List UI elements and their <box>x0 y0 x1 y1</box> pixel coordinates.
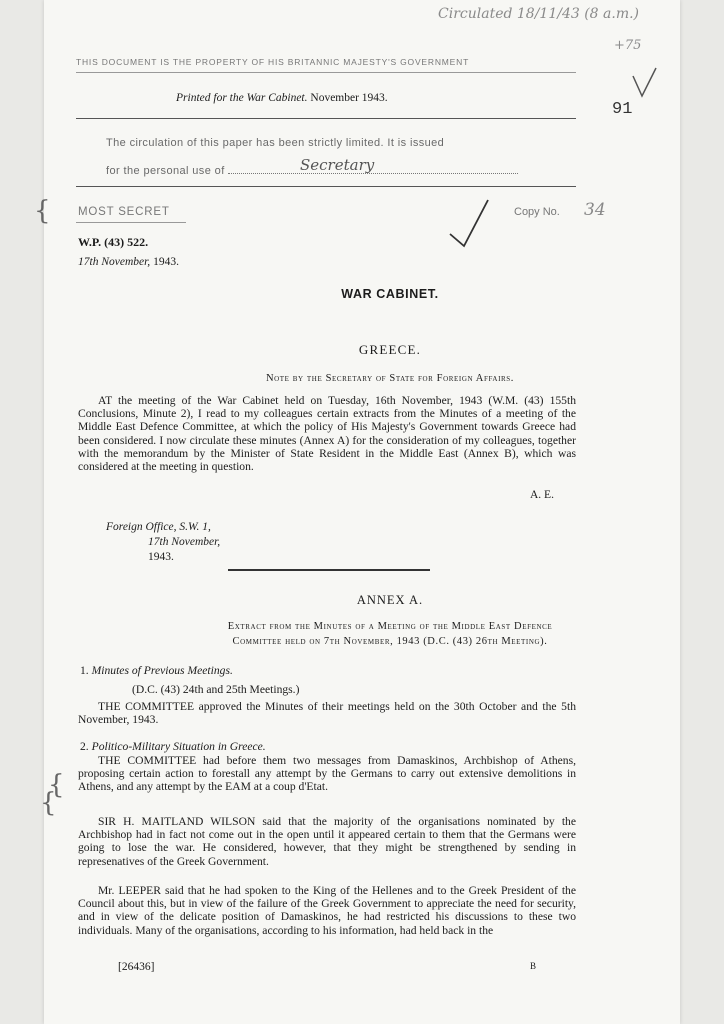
circulation-note-line2: for the personal use of <box>106 163 518 177</box>
footer-reference-number: [26436] <box>118 961 155 973</box>
annex-heading: ANNEX A. <box>356 593 424 607</box>
margin-bracket-mark-2: { <box>48 770 65 800</box>
intro-paragraph: AT the meeting of the War Cabinet held on Tuesday, 16th November, 1943 (W.M. (43) 155th Conclusions, Minute 2), I read to my colleagues certain extracts from the Minutes of a meeting of the Middle East Defence Committee, at which the policy of His Majesty's Government towards Greece had been considered. I now circulate these minutes (Annex A) for the consideration of my colleagues, together with the memorandum by the Minister of State Resident in the Middle East (Annex B), which was considered at the meeting in question. <box>78 394 576 474</box>
section-1-heading: 1. Minutes of Previous Meetings. <box>80 664 233 677</box>
note-by-heading: Note by the Secretary of State for Foreign Affairs. <box>265 373 515 384</box>
section-1-subheading: (D.C. (43) 24th and 25th Meetings.) <box>132 683 300 696</box>
margin-bracket-mark-3: { <box>40 788 57 818</box>
tick-mark-icon <box>448 196 492 252</box>
copy-number-value: 34 <box>584 200 606 220</box>
printed-rule <box>76 118 576 119</box>
circulation-note-line1: The circulation of this paper has been strictly limited. It is issued <box>106 137 445 149</box>
most-secret-underline <box>76 222 186 223</box>
section-1-paragraph: THE COMMITTEE approved the Minutes of their meetings held on the 30th October and the 5th November, 1943. <box>78 700 576 727</box>
section-2-paragraph-3: Mr. LEEPER said that he had spoken to the King of the Hellenes and to the Greek President of the Council about this, but in view of the failure of the Greek Government to appreciate the need for security, and in view of the delicate position of Damaskinos, he had restricted his discussions to these two individuals. Many of the organisations, according to his information, had held back in the <box>78 884 576 937</box>
personal-use-signature: Secretary <box>300 156 375 174</box>
foreign-office-address: Foreign Office, S.W. 1, 17th November, 1943. <box>106 521 221 563</box>
document-page <box>44 0 680 1024</box>
document-date: 17th November, 1943. <box>78 256 179 268</box>
header-rule <box>76 72 576 73</box>
classification-most-secret: MOST SECRET <box>78 206 170 218</box>
section-divider <box>228 569 430 571</box>
handwritten-circulated-note: Circulated 18/11/43 (8 a.m.) <box>438 6 640 22</box>
handwritten-reference: +75 <box>614 38 642 53</box>
property-header: THIS DOCUMENT IS THE PROPERTY OF HIS BRITANNIC MAJESTY'S GOVERNMENT <box>76 57 470 67</box>
section-2-paragraph-2: SIR H. MAITLAND WILSON said that the majority of the organisations nominated by the Archbishop had in fact not come out in the open until it appeared certain to them that the Germans were going to lose the war. He considered, however, that they might be strengthened by sending in represenatives of the Greek Government. <box>78 815 576 868</box>
check-mark-icon <box>630 66 660 100</box>
page-number: 91 <box>612 100 633 119</box>
subject-heading: GREECE. <box>358 342 422 357</box>
printed-for-line: Printed for the War Cabinet. November 1943. <box>176 92 388 104</box>
wp-reference: W.P. (43) 522. <box>78 235 149 249</box>
war-cabinet-heading: WAR CABINET. <box>341 287 439 301</box>
author-initials: A. E. <box>530 489 554 501</box>
circulation-rule <box>76 186 576 187</box>
margin-bracket-mark: { <box>34 196 51 226</box>
section-2-paragraph-1: THE COMMITTEE had before them two messages from Damaskinos, Archbishop of Athens, proposing certain action to forestall any attempt by the Germans to carry out extensive demolitions in Athens, and any attempt by the EAM at a coup d'Etat. <box>78 754 576 794</box>
footer-signature-letter: B <box>530 961 537 971</box>
section-2-heading: 2. Politico-Military Situation in Greece. <box>80 740 266 753</box>
copy-number-label: Copy No. <box>514 206 560 218</box>
extract-heading: Extract from the Minutes of a Meeting of the Middle East Defence Committee held on 7th November, 1943 (D.C. (43) 26th Meeting). <box>227 621 553 647</box>
